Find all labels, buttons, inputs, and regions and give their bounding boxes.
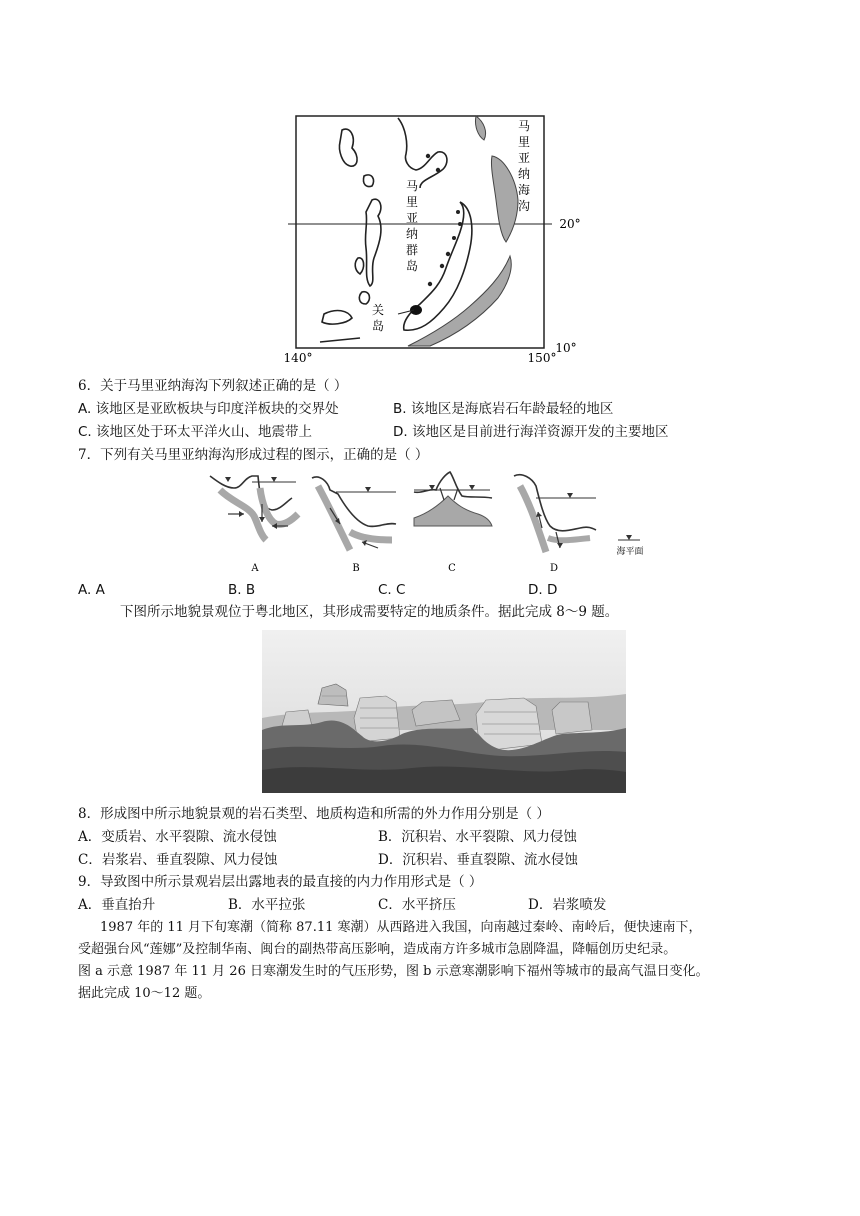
island-outline xyxy=(339,129,357,166)
lat-10-label: 10° xyxy=(555,341,577,355)
diagram-d-label: D xyxy=(549,563,559,574)
trench-label: 亚 xyxy=(517,151,531,165)
islands-label: 亚 xyxy=(405,211,419,225)
q7-option-c: C. C xyxy=(378,582,406,598)
island-outline xyxy=(365,199,381,286)
guam-label: 岛 xyxy=(371,319,385,333)
islands-label: 群 xyxy=(405,243,419,257)
q8-option-b: B．沉积岩、水平裂隙、风力侵蚀 xyxy=(378,829,577,845)
lat-20-label: 20° xyxy=(559,217,581,231)
intro-10-12-line1: 1987 年的 11 月下旬寒潮（简称 87.11 寒潮）从西路进入我国，向南越过秦岭、南岭后，便快速南下， xyxy=(100,920,702,935)
q9-option-b: B．水平拉张 xyxy=(228,897,306,913)
q8-option-d: D．沉积岩、垂直裂隙、流水侵蚀 xyxy=(378,852,578,868)
trench-shape xyxy=(491,156,518,242)
trench-label: 沟 xyxy=(517,199,531,213)
diagram-b xyxy=(312,477,396,574)
q7-option-b: B. B xyxy=(228,582,256,598)
intro-10-12-line3: 图 a 示意 1987 年 11 月 26 日寒潮发生时的气压形势，图 b 示意寒潮影响下福州等城市的最高气温日变化。 xyxy=(78,964,709,979)
island-outline xyxy=(359,292,369,304)
diagram-c-label: C xyxy=(448,563,456,574)
q7-stem: 7．下列有关马里亚纳海沟形成过程的图示，正确的是（ ） xyxy=(78,447,429,463)
diagram-a xyxy=(210,476,298,574)
sea-level-label: 海平面 xyxy=(616,547,644,557)
q6-option-a: A. 该地区是亚欧板块与印度洋板块的交界处 xyxy=(78,401,339,417)
q7-option-a: A. A xyxy=(78,582,105,598)
islands-label: 纳 xyxy=(405,227,419,241)
islands-label: 马 xyxy=(405,179,419,193)
q8-option-a: A．变质岩、水平裂隙、流水侵蚀 xyxy=(78,829,277,845)
guam-marker xyxy=(410,305,422,315)
q6-option-c: C. 该地区处于环太平洋火山、地震带上 xyxy=(78,424,313,440)
intro-10-12-line2: 受超强台风“莲娜”及控制华南、闽台的副热带高压影响，造成南方许多城市急剧降温，降幅创历史纪录。 xyxy=(78,942,677,957)
q9-stem: 9．导致图中所示景观岩层出露地表的最直接的内力作用形式是（ ） xyxy=(78,874,483,890)
danxia-landscape-photo xyxy=(262,630,626,793)
rock-formation xyxy=(552,702,592,734)
trench-label: 马 xyxy=(517,119,531,133)
rock-formation xyxy=(354,696,400,742)
mariana-trench-map xyxy=(280,108,590,364)
islands-label: 里 xyxy=(405,195,419,209)
q6-option-d: D. 该地区是目前进行海洋资源开发的主要地区 xyxy=(393,424,669,440)
q9-option-c: C．水平挤压 xyxy=(378,897,456,913)
lon-150-label: 150° xyxy=(527,351,557,364)
island-outline xyxy=(320,338,360,342)
trench-label: 海 xyxy=(517,183,531,197)
trench-formation-diagrams xyxy=(200,468,670,580)
island-outline xyxy=(363,175,373,187)
q9-option-a: A．垂直抬升 xyxy=(78,897,156,913)
q6-option-b: B. 该地区是海底岩石年龄最轻的地区 xyxy=(393,401,614,417)
sea-level-legend xyxy=(616,535,643,557)
diagram-a-label: A xyxy=(251,563,259,574)
rock-formation xyxy=(282,710,312,726)
islands-label: 岛 xyxy=(405,259,419,273)
island-outline xyxy=(355,258,363,274)
q6-stem: 6．关于马里亚纳海沟下列叙述正确的是（ ） xyxy=(78,378,348,394)
intro-8-9: 下图所示地貌景观位于粤北地区，其形成需要特定的地质条件。据此完成 8～9 题。 xyxy=(120,604,619,620)
diagram-d xyxy=(514,475,596,574)
q8-option-c: C．岩浆岩、垂直裂隙、风力侵蚀 xyxy=(78,852,278,868)
guam-label: 关 xyxy=(371,303,385,317)
q9-option-d: D．岩浆喷发 xyxy=(528,897,607,913)
q8-stem: 8．形成图中所示地貌景观的岩石类型、地质构造和所需的外力作用分别是（ ） xyxy=(78,806,550,822)
island-outline xyxy=(398,118,447,188)
intro-10-12-line4: 据此完成 10～12 题。 xyxy=(78,986,211,1001)
diagram-b-label: B xyxy=(352,563,360,574)
trench-label: 里 xyxy=(517,135,531,149)
trench-shape xyxy=(475,116,485,140)
diagram-c xyxy=(414,472,492,574)
trench-label: 纳 xyxy=(517,167,531,181)
island-outline xyxy=(322,311,352,325)
lon-140-label: 140° xyxy=(283,351,313,364)
q7-option-d: D. D xyxy=(528,582,558,598)
